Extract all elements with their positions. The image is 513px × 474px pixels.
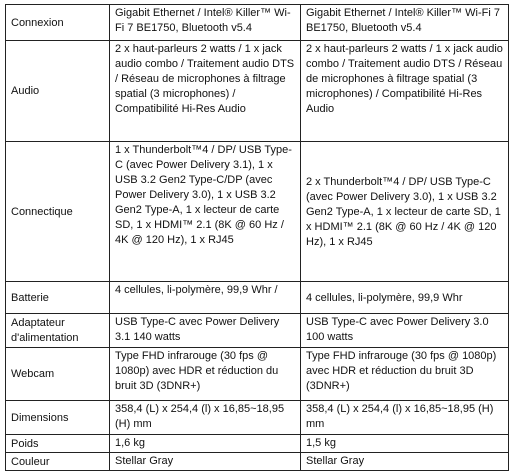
spec-value-model-a: Gigabit Ethernet / Intel® Killer™ Wi-Fi 7 BE1750, Bluetooth v5.4 — [110, 5, 301, 41]
spec-value-model-b: Gigabit Ethernet / Intel® Killer™ Wi-Fi 7 BE1750, Bluetooth v5.4 — [301, 5, 509, 41]
table-row — [6, 41, 509, 142]
table-row — [6, 314, 509, 348]
spec-value-model-a: 358,4 (L) x 254,4 (l) x 16,85~18,95 (H) mm — [110, 401, 301, 435]
spec-value-model-a: 2 x haut-parleurs 2 watts / 1 x jack audio combo / Traitement audio DTS / Réseau de microphones à filtrage spatial (3 microphones) / Compatibilité Hi-Res Audio — [110, 41, 301, 142]
table-row — [6, 435, 509, 453]
spec-value-model-b: USB Type-C avec Power Delivery 3.0 100 watts — [301, 314, 509, 348]
spec-value-model-a: 1 x Thunderbolt™4 / DP/ USB Type-C (avec Power Delivery 3.1), 1 x USB 3.2 Gen2 Type-C/DP (avec Power Delivery 3.0), 1 x USB 3.2 Gen2 Type-A, 1 x lecteur de carte SD, 1 x HDMI™ 2.1 (8K @ 60 Hz / 4K @ 120 Hz), 1 x RJ45 — [110, 142, 301, 282]
table-row — [6, 142, 509, 282]
spec-value-model-b: 1,5 kg — [301, 435, 509, 453]
spec-value-model-a: USB Type-C avec Power Delivery 3.1 140 watts — [110, 314, 301, 348]
spec-value-model-a: 4 cellules, li-polymère, 99,9 Whr / — [110, 282, 301, 314]
row-label: Audio — [6, 41, 110, 142]
row-label: Batterie — [6, 282, 110, 314]
spec-value-model-a: 1,6 kg — [110, 435, 301, 453]
table-row — [6, 5, 509, 41]
row-label: Poids — [6, 435, 110, 453]
spec-value-model-b: Type FHD infrarouge (30 fps @ 1080p) avec HDR et réduction du bruit 3D (3DNR+) — [301, 348, 509, 401]
spec-value-model-a: Stellar Gray — [110, 453, 301, 471]
row-label: Adaptateur d'alimentation — [6, 314, 110, 348]
row-label: Webcam — [6, 348, 110, 401]
spec-value-model-a: Type FHD infrarouge (30 fps @ 1080p) avec HDR et réduction du bruit 3D (3DNR+) — [110, 348, 301, 401]
table-row — [6, 282, 509, 314]
spec-value-model-b: 358,4 (L) x 254,4 (l) x 16,85~18,95 (H) mm — [301, 401, 509, 435]
table-row — [6, 401, 509, 435]
table-row — [6, 453, 509, 471]
spec-value-model-b: 2 x Thunderbolt™4 / DP/ USB Type-C (avec Power Delivery 3.0), 1 x USB 3.2 Gen2 Type-A, 1 x lecteur de carte SD, 1 x HDMI™ 2.1 (8K @ 60 Hz / 4K @ 120 Hz), 1 x RJ45 — [301, 142, 509, 282]
row-label: Connectique — [6, 142, 110, 282]
spec-value-model-b: 2 x haut-parleurs 2 watts / 1 x jack audio combo / Traitement audio DTS / Réseau de microphones à filtrage spatial (3 microphones) / Compatibilité Hi-Res Audio — [301, 41, 509, 142]
spec-value-model-b: Stellar Gray — [301, 453, 509, 471]
row-label: Connexion — [6, 5, 110, 41]
specifications-table — [5, 4, 509, 471]
row-label: Couleur — [6, 453, 110, 471]
table-row — [6, 348, 509, 401]
spec-value-model-b: 4 cellules, li-polymère, 99,9 Whr — [301, 282, 509, 314]
row-label: Dimensions — [6, 401, 110, 435]
